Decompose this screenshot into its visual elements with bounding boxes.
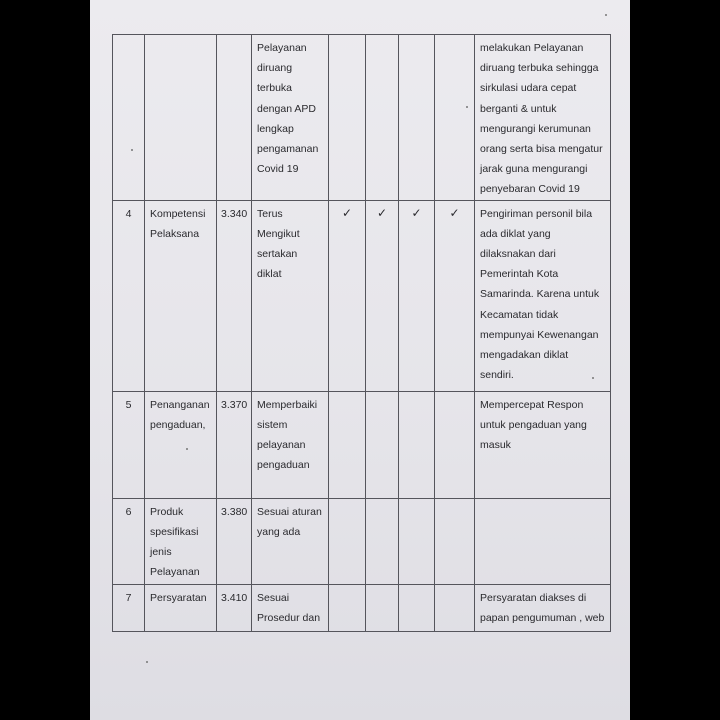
score-cell	[217, 498, 252, 584]
action-text: pelayanan	[257, 439, 306, 452]
check-cell	[399, 200, 435, 391]
action-text: Memperbaiki	[257, 398, 318, 411]
action-cell	[252, 498, 329, 584]
action-text: diruang	[257, 62, 293, 75]
check-cell	[366, 584, 399, 631]
note-text: melakukan Pelayanan	[480, 42, 584, 54]
note-text: Samarinda. Karena untuk	[480, 288, 600, 301]
action-text: Mengikut	[257, 227, 300, 240]
note-text: untuk pengaduan yang	[480, 418, 587, 431]
check-cell	[329, 35, 366, 201]
action-text: Sesuai aturan	[257, 505, 322, 518]
score-value: 3.380	[221, 505, 248, 518]
row-number-cell	[113, 584, 145, 631]
score-cell	[217, 584, 252, 631]
check-cell	[435, 35, 475, 201]
row-number-cell	[113, 391, 145, 498]
aspect-text: Kompetensi	[150, 207, 206, 220]
note-text: mengurangi kerumunan	[480, 122, 591, 135]
row-number-cell	[113, 498, 145, 584]
note-text: sendiri.	[480, 369, 514, 382]
note-text: diruang terbuka sehingga	[480, 62, 599, 75]
check-cell	[399, 498, 435, 584]
action-text: sertakan diklat	[257, 248, 298, 281]
note-cell	[475, 584, 611, 631]
check-cell	[366, 200, 399, 391]
check-cell	[435, 200, 475, 391]
aspect-cell	[145, 584, 217, 631]
note-text: mempunyai Kewenangan	[480, 328, 599, 341]
table-row	[113, 584, 611, 631]
note-text: mengadakan diklat	[480, 349, 569, 362]
paper-speck	[146, 661, 148, 663]
check-mark-icon: ✓	[411, 205, 422, 220]
note-cell	[475, 35, 611, 201]
table-row	[113, 391, 611, 498]
check-mark-icon: ✓	[376, 205, 388, 220]
action-text: lengkap	[257, 122, 294, 135]
action-text: Covid 19	[257, 163, 299, 176]
score-cell	[217, 391, 252, 498]
score-value: 3.340	[221, 207, 248, 220]
score-cell	[217, 35, 252, 201]
check-cell	[399, 584, 435, 631]
aspect-text: Penanganan	[150, 398, 210, 411]
row-number: 7	[125, 591, 132, 604]
aspect-text: spesifikasi	[150, 525, 199, 538]
note-text: masuk	[480, 439, 511, 452]
action-text: Terus	[257, 207, 283, 220]
check-cell	[366, 391, 399, 498]
note-text: papan pengumuman , web	[480, 611, 605, 624]
paper-speck	[131, 149, 133, 151]
action-text: Sesuai	[257, 591, 290, 604]
note-cell	[475, 200, 611, 391]
table-row	[113, 200, 611, 391]
action-text: sistem	[257, 418, 288, 431]
score-cell	[217, 200, 252, 391]
check-cell	[399, 391, 435, 498]
action-cell	[252, 200, 329, 391]
check-cell	[329, 200, 366, 391]
check-mark-icon: ✓	[341, 205, 353, 220]
check-cell	[435, 584, 475, 631]
note-text: Kecamatan tidak	[480, 308, 559, 321]
aspect-text: Pelaksana	[150, 227, 200, 240]
table-row	[113, 35, 611, 201]
aspect-cell	[145, 200, 217, 391]
action-cell	[252, 584, 329, 631]
aspect-cell	[145, 391, 217, 498]
row-number: 5	[125, 398, 132, 411]
aspect-cell	[145, 498, 217, 584]
note-text: orang serta bisa mengatur	[480, 143, 603, 156]
action-text: yang ada	[257, 525, 301, 538]
note-cell	[475, 391, 611, 498]
row-number-cell	[113, 200, 145, 391]
action-text: terbuka	[257, 82, 293, 95]
row-number: 4	[125, 207, 132, 220]
check-cell	[366, 498, 399, 584]
aspect-text: Persyaratan	[150, 591, 207, 604]
action-text: dengan APD	[257, 102, 316, 115]
note-text: penyebaran Covid 19	[480, 183, 580, 196]
check-cell	[329, 498, 366, 584]
action-text: Pelayanan	[257, 42, 307, 54]
row-number: 6	[125, 505, 132, 518]
check-cell	[329, 584, 366, 631]
aspect-cell	[145, 35, 217, 201]
action-text: Prosedur dan	[257, 611, 321, 624]
check-cell	[399, 35, 435, 201]
aspect-text: Pelayanan	[150, 566, 200, 579]
action-cell	[252, 35, 329, 201]
action-cell	[252, 391, 329, 498]
note-text: ada diklat yang	[480, 227, 551, 240]
table-row	[113, 498, 611, 584]
aspect-text: pengaduan,	[150, 418, 206, 431]
action-text: pengamanan	[257, 143, 319, 156]
note-text: Pemerintah Kota	[480, 268, 559, 281]
note-text: sirkulasi udara cepat	[480, 82, 577, 95]
check-cell	[329, 391, 366, 498]
note-text: berganti & untuk	[480, 102, 557, 115]
paper-speck	[605, 14, 607, 16]
paper-speck	[592, 377, 594, 379]
check-cell	[435, 391, 475, 498]
note-text: Mempercepat Respon	[480, 398, 584, 411]
note-text: Pengiriman personil bila	[480, 207, 593, 220]
aspect-text: Produk	[150, 505, 184, 518]
paper-speck	[186, 448, 188, 450]
score-value: 3.370	[221, 398, 248, 411]
note-text: dilaksnakan dari	[480, 248, 556, 261]
score-value: 3.410	[221, 591, 248, 604]
note-text: jarak guna mengurangi	[480, 163, 588, 176]
service-evaluation-table	[112, 34, 611, 632]
note-text: Persyaratan diakses di	[480, 591, 587, 604]
row-number-cell	[113, 35, 145, 201]
action-text: pengaduan	[257, 459, 310, 472]
note-cell	[475, 498, 611, 584]
check-mark-icon: ✓	[449, 205, 460, 220]
aspect-text: jenis	[150, 546, 172, 559]
paper-speck	[466, 106, 468, 108]
check-cell	[366, 35, 399, 201]
check-cell	[435, 498, 475, 584]
